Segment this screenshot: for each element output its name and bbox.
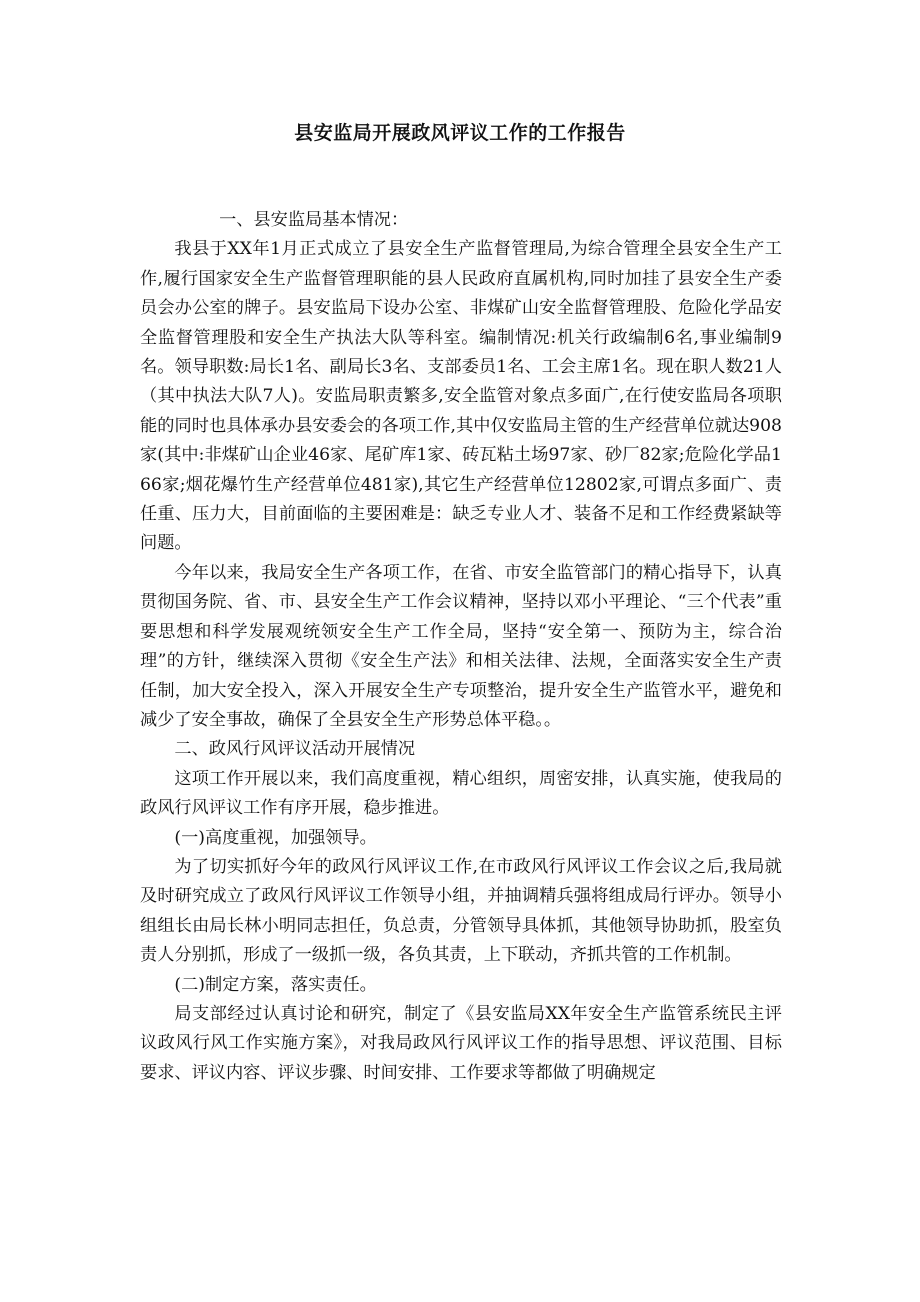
- subheading-1: (一)高度重视，加强领导。: [174, 827, 377, 848]
- document-body: [140, 206, 782, 1088]
- paragraph-this-year: 今年以来，我局安全生产各项工作，在省、市安全监管部门的精心指导下，认真贯彻国务院、省、市、县安全生产工作会议精神，坚持以邓小平理论、“三个代表”重要思想和科学发展观统领安全生产工作全局，坚持“安全第一、预防为主，综合治理”的方针，继续深入贯彻《安全生产法》和相关法律、法规，全面落实安全生产责任制，加大安全投入，深入开展安全生产专项整治，提升安全生产监管水平，避免和减少了安全事故，确保了全县安全生产形势总体平稳。。: [140, 562, 782, 730]
- paragraph-leadership: 为了切实抓好今年的政风行风评议工作,在市政风行风评议工作会议之后,我局就及时研究成立了政风行风评议工作领导小组，并抽调精兵强将组成局行评办。领导小组组长由局长林小明同志担任，负总责，分管领导具体抓，其他领导协助抓，股室负责人分别抓，形成了一级抓一级，各负其责，上下联动，齐抓共管的工作机制。: [140, 856, 782, 966]
- subheading-2: (二)制定方案，落实责任。: [174, 974, 377, 995]
- paragraph-work-progress: 这项工作开展以来，我们高度重视，精心组织，周密安排，认真实施，使我局的政风行风评议工作有序开展，稳步推进。: [140, 768, 782, 819]
- section-heading-2: 二、政风行风评议活动开展情况: [174, 739, 416, 760]
- paragraph-plan: 局支部经过认真讨论和研究，制定了《县安监局XX年安全生产监管系统民主评议政风行风工作实施方案》，对我局政风行风评议工作的指导思想、评议范围、目标要求、评议内容、评议步骤、时间安排、工作要求等都做了明确规定: [140, 1003, 782, 1083]
- paragraph-basic-info: 我县于XX年1月正式成立了县安全生产监督管理局,为综合管理全县安全生产工作,履行国家安全生产监督管理职能的县人民政府直属机构,同时加挂了县安全生产委员会办公室的牌子。县安监局下设办公室、非煤矿山安全监督管理股、危险化学品安全监督管理股和安全生产执法大队等科室。编制情况:机关行政编制6名,事业编制9名。领导职数:局长1名、副局长3名、支部委员1名、工会主席1名。现在职人数21人（其中执法大队7人)。安监局职责繁多,安全监管对象点多面广,在行使安监局各项职能的同时也具体承办县安委会的各项工作,其中仅安监局主管的生产经营单位就达908家(其中:非煤矿山企业46家、尾矿库1家、砖瓦粘土场97家、砂厂82家;危险化学品166家;烟花爆竹生产经营单位481家),其它生产经营单位12802家,可谓点多面广、责任重、压力大，目前面临的主要困难是：缺乏专业人才、装备不足和工作经费紧缺等问题。: [140, 239, 782, 554]
- section-heading-1: 一、县安监局基本情况：: [219, 210, 409, 230]
- document-title: 县安监局开展政风评议工作的工作报告: [294, 122, 626, 144]
